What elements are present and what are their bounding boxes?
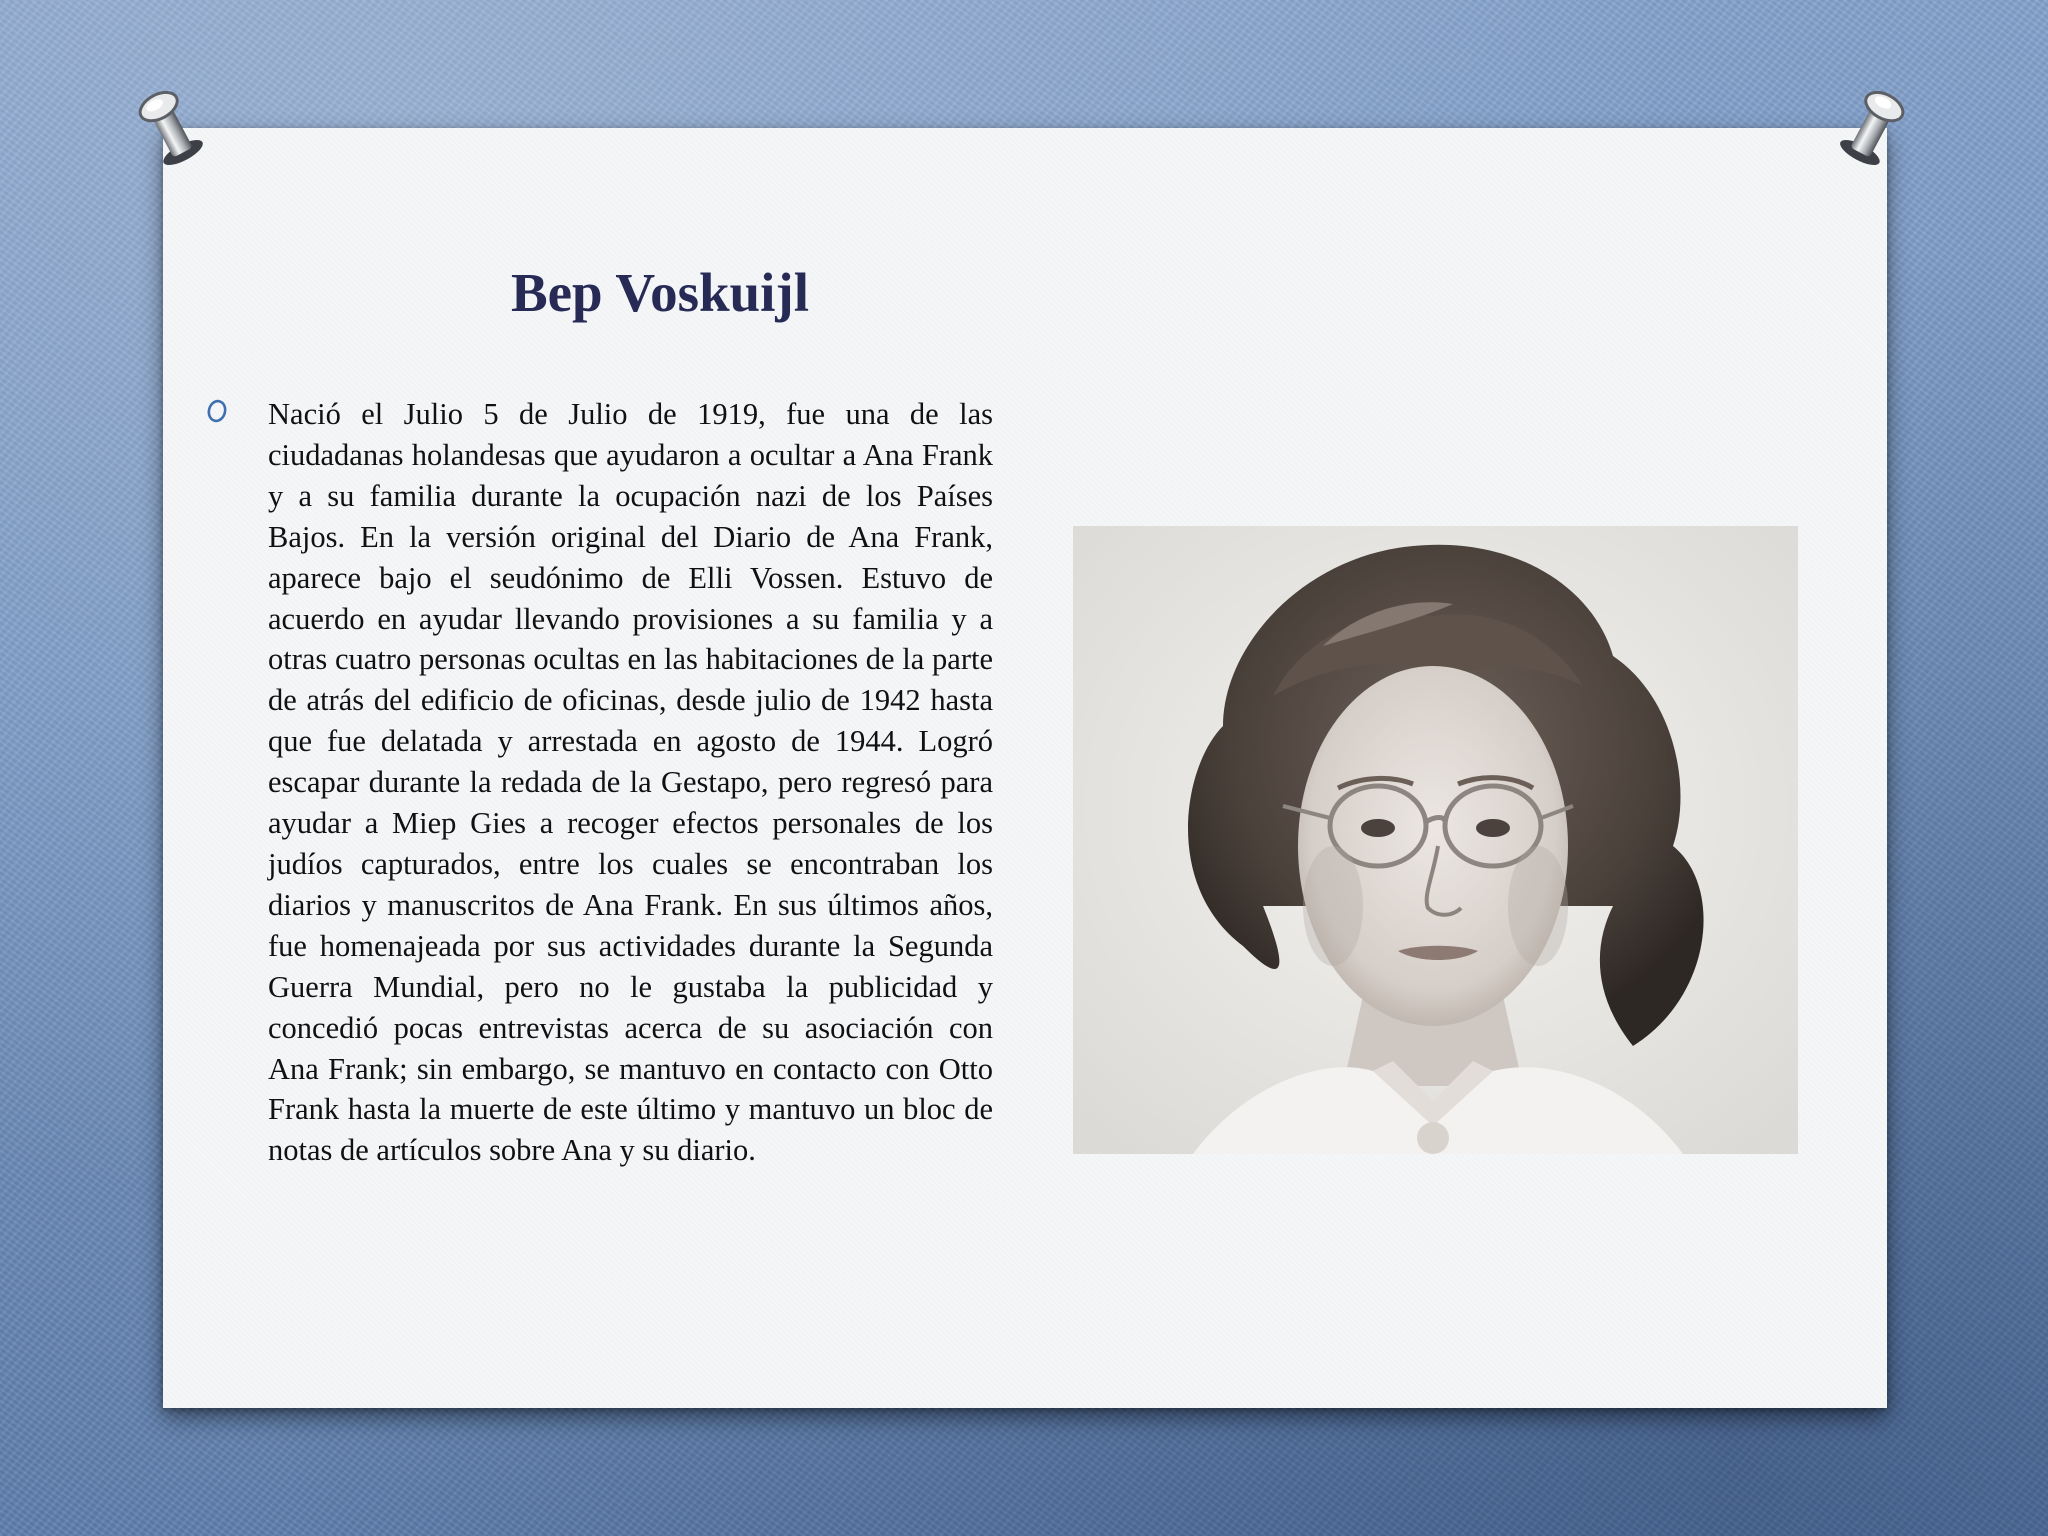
biography-text: Nació el Julio 5 de Julio de 1919, fue una de las ciudadanas holandesas que ayudaron a ocultar a Ana Frank y a su familia durante la ocupación nazi de los Países Bajos. En la versión original del Diario de Ana Frank, aparece bajo el seudónimo de Elli Vossen. Estuvo de acuerdo en ayudar llevando provisiones a su familia y a otras cuatro personas ocultas en las habitaciones de la parte de atrás del edificio de oficinas, desde julio de 1942 hasta que fue delatada y arrestada en agosto de 1944. Logró escapar durante la redada de la Gestapo, pero regresó para ayudar a Miep Gies a recoger efectos personales de los judíos capturados, entre los cuales se encontraban los diarios y manuscritos de Ana Frank. En sus últimos años, fue homenajeada por sus actividades durante la Segunda Guerra Mundial, pero no le gustaba la publicidad y concedió pocas entrevistas acerca de su asociación con Ana Frank; sin embargo, se mantuvo en contacto con Otto Frank hasta la muerte de este último y mantuvo un bloc de notas de artículos sobre Ana y su diario.	[268, 397, 993, 1168]
slide-title: Bep Voskuijl	[510, 262, 810, 323]
portrait-photo	[1073, 526, 1798, 1154]
hollow-circle-bullet-icon	[204, 398, 230, 424]
